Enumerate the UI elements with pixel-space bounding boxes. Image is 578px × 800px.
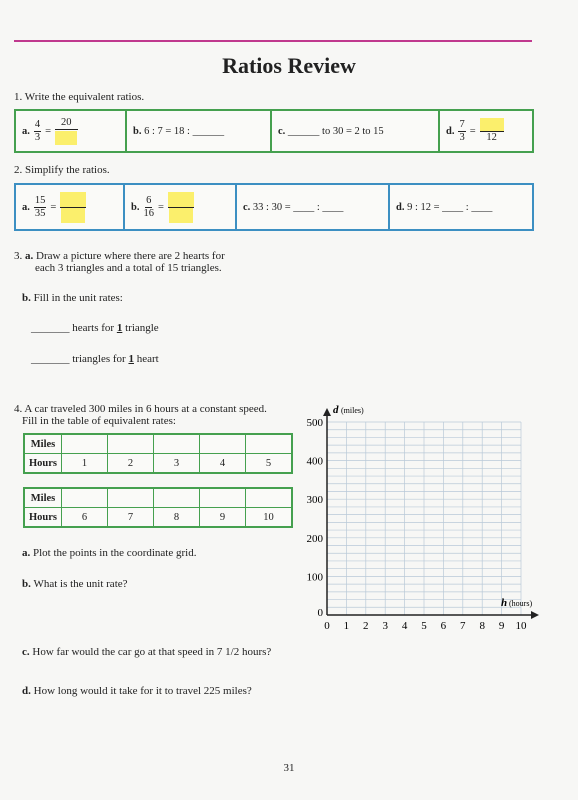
q4-a-label: a. — [22, 547, 31, 559]
x-tick-label: 0 — [324, 620, 330, 632]
q2-b-answer[interactable] — [168, 192, 194, 223]
y-tick-label: 100 — [306, 571, 323, 584]
q1-d-fraction — [458, 119, 465, 144]
q4-c-label: c. — [22, 646, 30, 658]
q1-c-text: ______ to 30 = 2 to 15 — [287, 125, 384, 137]
q1-d — [438, 111, 532, 151]
q1-a-answer-field[interactable] — [55, 131, 77, 145]
q1-a-den: 3 — [34, 131, 41, 143]
q1-a — [16, 111, 125, 151]
q3-b-text: Fill in the unit rates: — [33, 292, 123, 304]
q3-rate1-blank[interactable]: _______ — [31, 322, 70, 334]
q1-a-fraction — [34, 119, 41, 144]
hours-cell: 5 — [246, 454, 293, 474]
q1-d-label: d. — [446, 125, 455, 137]
x-axis-var: h — [501, 597, 508, 609]
x-tick-label: 6 — [440, 620, 447, 632]
q3-a — [14, 250, 225, 262]
q3-rate2 — [31, 353, 159, 365]
q4-c-text: How far would the car go at that speed in 7 1/2 hours? — [32, 646, 272, 658]
x-tick-label: 4 — [401, 620, 408, 632]
axes — [323, 408, 539, 619]
miles-cell[interactable] — [62, 488, 108, 508]
hours-cell: 4 — [200, 454, 246, 474]
q2-a-label: a. — [22, 201, 30, 213]
q1-d-den: 3 — [459, 131, 465, 143]
q1-d-num: 7 — [459, 118, 465, 130]
hours-cell: 8 — [154, 508, 200, 528]
rate-table-2 — [23, 487, 293, 528]
q1-prompt: 1. Write the equivalent ratios. — [14, 91, 145, 103]
q3-rate1-unit: 1 — [116, 322, 123, 334]
q3-a-line1: Draw a picture where there are 2 hearts for — [36, 250, 225, 262]
q4-b-text: What is the unit rate? — [33, 578, 128, 590]
y-tick-label: 300 — [306, 494, 323, 507]
q1-c — [270, 111, 438, 151]
x-tick-label: 5 — [421, 620, 427, 632]
table-row — [24, 434, 292, 454]
grid-lines — [327, 422, 521, 615]
q3-rate2-text: triangles for — [69, 353, 129, 365]
q4-b — [22, 578, 128, 590]
y-tick-label: 200 — [306, 532, 323, 545]
miles-cell[interactable] — [108, 488, 154, 508]
q4-a-text: Plot the points in the coordinate grid. — [33, 547, 197, 559]
x-tick-label: 8 — [479, 620, 485, 632]
q3-rate2-end: heart — [133, 353, 159, 365]
q2-b-answer-bottom[interactable] — [169, 208, 193, 223]
q3-a-line2: each 3 triangles and a total of 15 triangles. — [35, 262, 222, 274]
q2-a-den: 35 — [34, 207, 46, 219]
q3-rate2-blank[interactable]: _______ — [31, 353, 70, 365]
q4-b-label: b. — [22, 578, 31, 590]
y-axis-arrow — [323, 408, 331, 416]
x-tick-label: 7 — [460, 620, 466, 632]
miles-cell[interactable] — [246, 488, 293, 508]
hours-cell: 3 — [154, 454, 200, 474]
page-number: 31 — [283, 762, 295, 774]
hours-cell: 10 — [246, 508, 293, 528]
x-axis-unit: (hours) — [509, 599, 533, 608]
miles-cell[interactable] — [200, 434, 246, 454]
coordinate-grid[interactable] — [296, 396, 546, 636]
q1-d-answer-field[interactable] — [480, 118, 504, 132]
q2-b-den: 16 — [143, 207, 154, 219]
miles-cell[interactable] — [154, 434, 200, 454]
table-row — [24, 508, 292, 528]
q2-prompt: 2. Simplify the ratios. — [14, 164, 110, 176]
table-header-hours: Hours — [24, 508, 62, 528]
top-rule — [14, 40, 532, 42]
q3-b — [22, 292, 123, 304]
y-axis-unit: (miles) — [341, 406, 364, 415]
q4-a — [22, 547, 196, 559]
q2-d-label: d. — [396, 201, 405, 213]
q2-c — [235, 185, 388, 229]
y-tick-label: 500 — [306, 417, 323, 429]
q3-b-label: b. — [22, 292, 31, 304]
table-header-hours: Hours — [24, 454, 62, 474]
miles-cell[interactable] — [62, 434, 108, 454]
x-tick-label: 9 — [498, 620, 505, 632]
q2-a — [16, 185, 123, 229]
q3-rate1 — [31, 322, 159, 334]
miles-cell[interactable] — [200, 488, 246, 508]
q2-box — [14, 183, 534, 231]
q1-c-label: c. — [278, 125, 286, 137]
miles-cell[interactable] — [246, 434, 293, 454]
rate-table-1 — [23, 433, 293, 474]
miles-cell[interactable] — [154, 488, 200, 508]
x-tick-label: 2 — [363, 620, 369, 632]
q2-b-num: 6 — [146, 194, 152, 206]
q2-a-fraction — [34, 195, 47, 220]
q3-rate1-text: hearts for — [69, 322, 117, 334]
q4-line2: Fill in the table of equivalent rates: — [22, 415, 176, 427]
q3-number: 3. — [14, 250, 23, 262]
q2-b-label: b. — [131, 201, 140, 213]
y-axis-var: d — [333, 404, 339, 416]
q1-b-text: 6 : 7 = 18 : ______ — [144, 125, 225, 137]
y-tick-label: 400 — [306, 455, 323, 468]
q2-c-label: c. — [243, 201, 251, 213]
q4-d-text: How long would it take for it to travel 225 miles? — [33, 685, 252, 697]
q2-a-answer-top[interactable] — [60, 192, 86, 208]
q4-d — [22, 685, 252, 697]
q2-d-text: 9 : 12 = ____ : ____ — [407, 201, 493, 213]
q1-d-eq: = — [469, 125, 476, 137]
q2-c-text: 33 : 30 = ____ : ____ — [252, 201, 344, 213]
q1-a-eq: = — [45, 125, 52, 137]
x-axis-arrow — [531, 611, 539, 619]
hours-cell: 1 — [62, 454, 108, 474]
q2-b-eq: = — [157, 201, 164, 213]
q1-b — [125, 111, 270, 151]
q4-line1: 4. A car traveled 300 miles in 6 hours at a constant speed. — [14, 403, 267, 415]
q3-rate1-end: triangle — [122, 322, 159, 334]
q4-c — [22, 646, 271, 658]
table-row — [24, 454, 292, 474]
q1-a-label: a. — [22, 125, 30, 137]
q4-d-label: d. — [22, 685, 31, 697]
q1-box — [14, 109, 534, 153]
miles-cell[interactable] — [108, 434, 154, 454]
q1-a-answer — [55, 117, 78, 145]
q2-a-eq: = — [50, 201, 57, 213]
q3-rate2-unit: 1 — [128, 353, 134, 365]
x-tick-label: 1 — [343, 620, 350, 632]
y-tick-label: 0 — [317, 607, 323, 619]
q2-b-answer-top[interactable] — [168, 192, 194, 208]
q1-a-num: 4 — [34, 118, 41, 130]
q1-d-rden: 12 — [486, 132, 497, 143]
q1-b-label: b. — [133, 125, 142, 137]
page-title: Ratios Review — [222, 53, 356, 78]
q2-b-fraction — [143, 195, 154, 220]
table-header-miles: Miles — [24, 434, 62, 454]
q2-a-answer[interactable] — [60, 192, 86, 223]
hours-cell: 2 — [108, 454, 154, 474]
table-header-miles: Miles — [24, 488, 62, 508]
q1-a-rnum: 20 — [55, 117, 78, 130]
q3-a-label: a. — [25, 250, 34, 262]
hours-cell: 7 — [108, 508, 154, 528]
hours-cell: 6 — [62, 508, 108, 528]
x-tick-label: 3 — [382, 620, 388, 632]
q2-a-answer-bottom[interactable] — [61, 208, 85, 223]
hours-cell: 9 — [200, 508, 246, 528]
q2-b — [123, 185, 235, 229]
q2-a-num: 15 — [34, 194, 46, 206]
table-row — [24, 488, 292, 508]
x-tick-label: 10 — [515, 620, 527, 632]
q2-d — [388, 185, 532, 229]
q1-d-answer — [480, 118, 504, 144]
